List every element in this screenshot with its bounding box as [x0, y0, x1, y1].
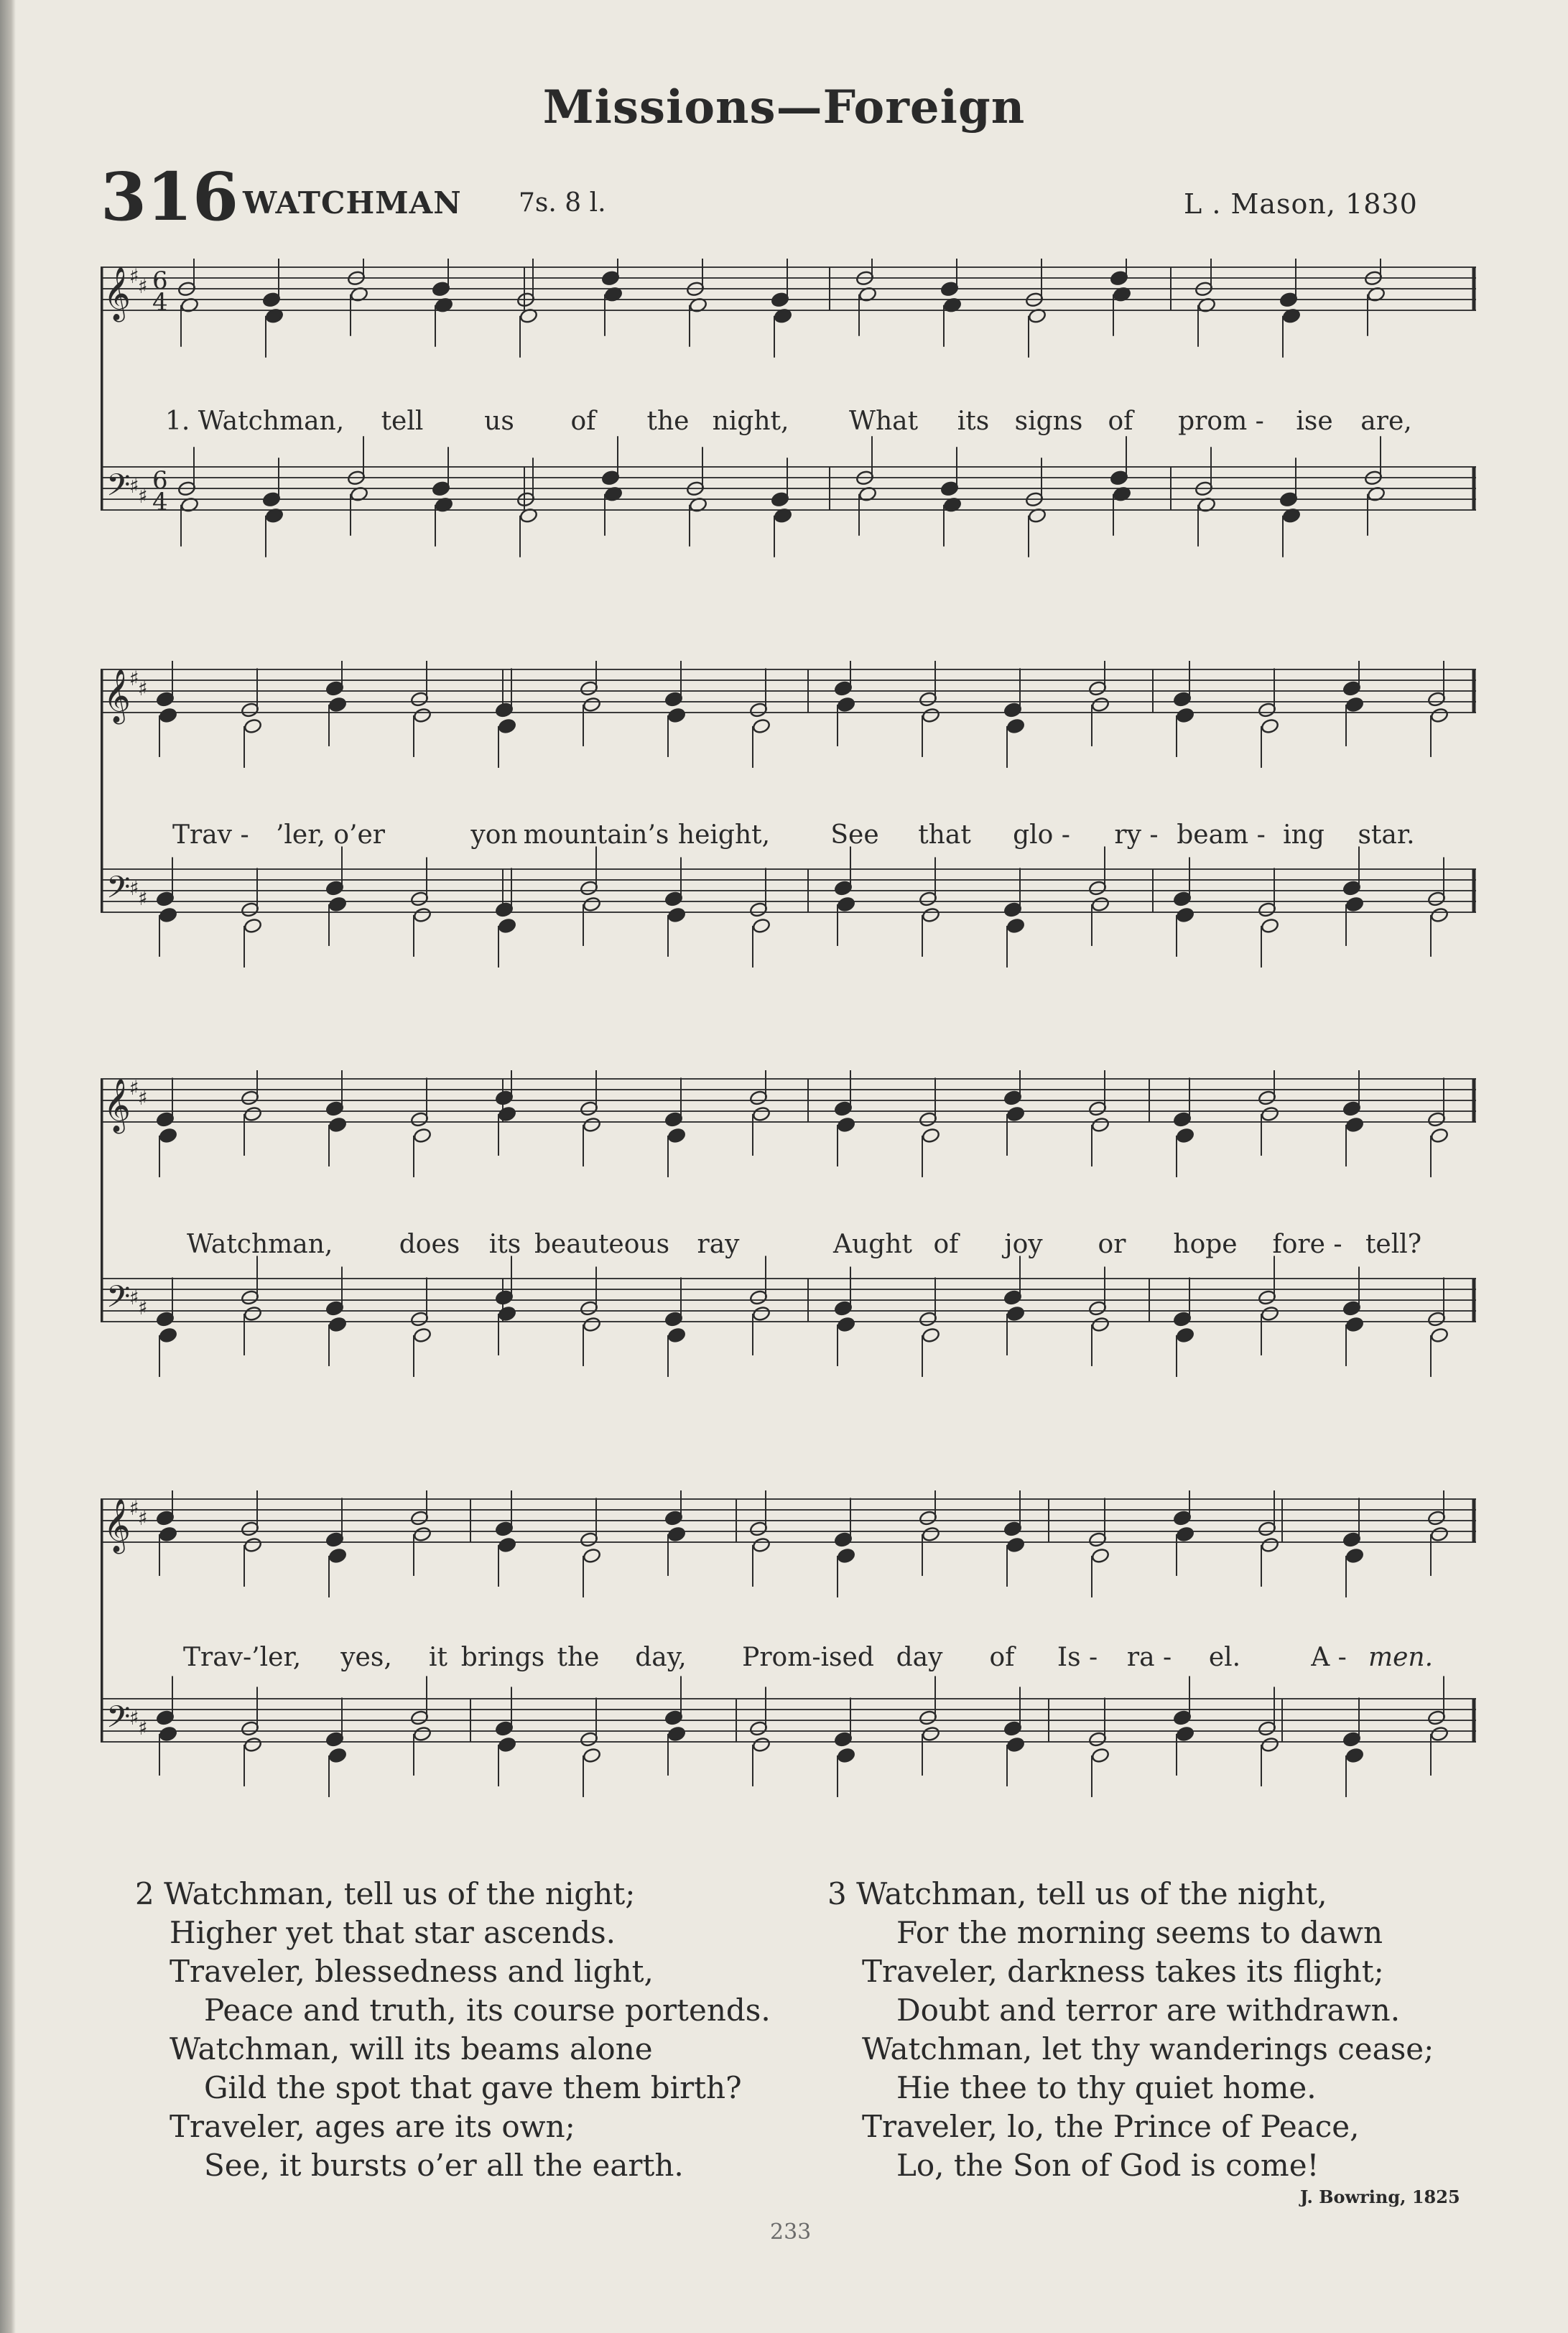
lyric-syllable: brings — [460, 1643, 545, 1672]
svg-text:𝄢: 𝄢 — [106, 870, 131, 913]
text-attribution: J. Bowring, 1825 — [1300, 2186, 1460, 2207]
verse-line: Hie thee to thy quiet home. — [896, 2070, 1317, 2105]
lyric-syllable: See — [830, 820, 879, 850]
lyric-syllable: What — [848, 407, 919, 436]
svg-text:4: 4 — [152, 488, 168, 516]
verse-line: Traveler, darkness takes its flight; — [862, 1954, 1384, 1989]
svg-text:♯: ♯ — [129, 1076, 139, 1100]
lyric-syllable: its — [957, 407, 990, 436]
lyric-syllable: of — [1108, 407, 1133, 436]
lyric-syllable: the — [557, 1643, 600, 1672]
svg-text:♯: ♯ — [129, 667, 139, 690]
svg-text:♯: ♯ — [129, 876, 139, 900]
svg-text:𝄞: 𝄞 — [103, 1079, 131, 1132]
lyric-syllable: ra - — [1126, 1643, 1172, 1672]
svg-text:♯: ♯ — [138, 274, 148, 298]
lyric-syllable: Is - — [1057, 1643, 1098, 1672]
verse-2 — [135, 1875, 771, 2185]
lyric-syllable: star. — [1358, 820, 1415, 850]
lyric-syllable: of — [933, 1230, 959, 1259]
svg-text:6: 6 — [152, 466, 168, 495]
lyric-syllable: are, — [1360, 407, 1412, 436]
lyric-syllable: ise — [1296, 407, 1333, 436]
svg-text:♯: ♯ — [129, 1286, 139, 1309]
lyric-syllable: mountain’s — [523, 820, 669, 850]
hymn-number: 316 — [101, 158, 239, 236]
lyric-syllable: tell? — [1365, 1230, 1422, 1259]
svg-text:♯: ♯ — [138, 1296, 148, 1319]
verse-line: Watchman, let thy wanderings cease; — [862, 2031, 1434, 2067]
lyric-syllable: A - — [1311, 1643, 1347, 1672]
meter: 7s. 8 l. — [519, 188, 606, 218]
lyric-syllable: it — [429, 1643, 447, 1672]
verse-3 — [827, 1875, 1434, 2185]
verse-line: Traveler, lo, the Prince of Peace, — [862, 2109, 1360, 2144]
lyric-syllable: tell — [381, 407, 424, 436]
music-system-4 — [101, 1490, 1476, 1821]
lyric-syllable: yes, — [340, 1643, 392, 1672]
lyric-syllable: hope — [1173, 1230, 1238, 1259]
lyric-syllable: day — [896, 1643, 943, 1672]
music-system-3 — [101, 1070, 1476, 1401]
lyric-syllable: Trav-’ler, — [183, 1643, 302, 1672]
lyric-syllable: beam - — [1177, 820, 1266, 850]
svg-text:𝄞: 𝄞 — [103, 267, 131, 320]
lyric-syllable: or — [1098, 1230, 1126, 1259]
book-binding-edge — [0, 0, 16, 2333]
lyric-syllable: yon — [470, 820, 518, 850]
section-title: Missions—Foreign — [542, 80, 1026, 134]
svg-text:𝄞: 𝄞 — [103, 1499, 131, 1552]
verse-line: Traveler, ages are its own; — [170, 2109, 575, 2144]
lyric-syllable: that — [918, 820, 971, 850]
svg-text:♯: ♯ — [138, 886, 148, 910]
lyric-syllable: glo - — [1013, 820, 1070, 850]
lyric-syllable: men. — [1368, 1643, 1434, 1672]
lyric-syllable: beauteous — [534, 1230, 670, 1259]
lyric-syllable: prom - — [1178, 407, 1264, 436]
lyric-syllable: the — [646, 407, 690, 436]
verse-line: Gild the spot that gave them birth? — [204, 2070, 742, 2105]
svg-text:♯: ♯ — [138, 484, 148, 508]
svg-text:♯: ♯ — [129, 1706, 139, 1730]
lyric-syllable: its — [488, 1230, 521, 1259]
lyric-syllable: ing — [1283, 820, 1325, 850]
lyric-syllable: 1. Watchman, — [165, 407, 345, 436]
tune-name: WATCHMAN — [243, 185, 462, 221]
lyric-syllable: Watchman, — [187, 1230, 333, 1259]
svg-text:𝄢: 𝄢 — [106, 1279, 131, 1322]
lyric-syllable: Trav - — [172, 820, 249, 850]
verse-line: 2 Watchman, tell us of the night; — [135, 1876, 636, 1911]
lyric-syllable: ry - — [1114, 820, 1159, 850]
svg-text:6: 6 — [152, 266, 168, 295]
verse-line: Doubt and terror are withdrawn. — [896, 1993, 1401, 2028]
verse-line: For the morning seems to dawn — [896, 1915, 1383, 1950]
verse-line: See, it bursts o’er all the earth. — [204, 2148, 684, 2183]
music-system-2 — [101, 661, 1476, 991]
verse-line: Watchman, will its beams alone — [170, 2031, 653, 2067]
svg-text:𝄞: 𝄞 — [103, 669, 131, 723]
lyric-syllable: fore - — [1272, 1230, 1342, 1259]
svg-text:♯: ♯ — [129, 1496, 139, 1520]
svg-text:♯: ♯ — [138, 1716, 148, 1740]
svg-text:♯: ♯ — [129, 474, 139, 498]
lyric-syllable: night, — [712, 407, 789, 436]
lyric-syllable: Aught — [833, 1230, 912, 1259]
lyric-syllable: us — [484, 407, 514, 436]
lyric-syllable: of — [989, 1643, 1015, 1672]
svg-text:♯: ♯ — [129, 264, 139, 288]
verse-line: 3 Watchman, tell us of the night, — [827, 1876, 1327, 1911]
verse-line: Peace and truth, its course portends. — [204, 1993, 771, 2028]
music-system-1 — [101, 259, 1476, 589]
svg-text:♯: ♯ — [138, 1086, 148, 1110]
verse-line: Lo, the Son of God is come! — [896, 2148, 1319, 2183]
svg-text:♯: ♯ — [138, 1506, 148, 1530]
lyric-syllable: does — [399, 1230, 460, 1259]
lyric-syllable: of — [570, 407, 596, 436]
composer: L . Mason, 1830 — [1184, 188, 1418, 220]
lyric-syllable: signs — [1014, 407, 1083, 436]
lyric-syllable: Prom-ised — [742, 1643, 874, 1672]
lyric-syllable: height, — [677, 820, 771, 850]
lyric-syllable: joy — [1004, 1230, 1043, 1259]
lyric-syllable: el. — [1208, 1643, 1241, 1672]
lyric-syllable: ray — [697, 1230, 740, 1259]
verse-line: Traveler, blessedness and light, — [170, 1954, 654, 1989]
page-number: 233 — [770, 2220, 812, 2245]
svg-text:𝄢: 𝄢 — [106, 1699, 131, 1743]
lyric-syllable: day, — [635, 1643, 687, 1672]
svg-text:♯: ♯ — [138, 677, 148, 700]
lyric-syllable: ’ler, o’er — [275, 820, 386, 850]
svg-text:4: 4 — [152, 288, 168, 317]
svg-text:𝄢: 𝄢 — [106, 468, 131, 511]
verse-line: Higher yet that star ascends. — [170, 1915, 616, 1950]
